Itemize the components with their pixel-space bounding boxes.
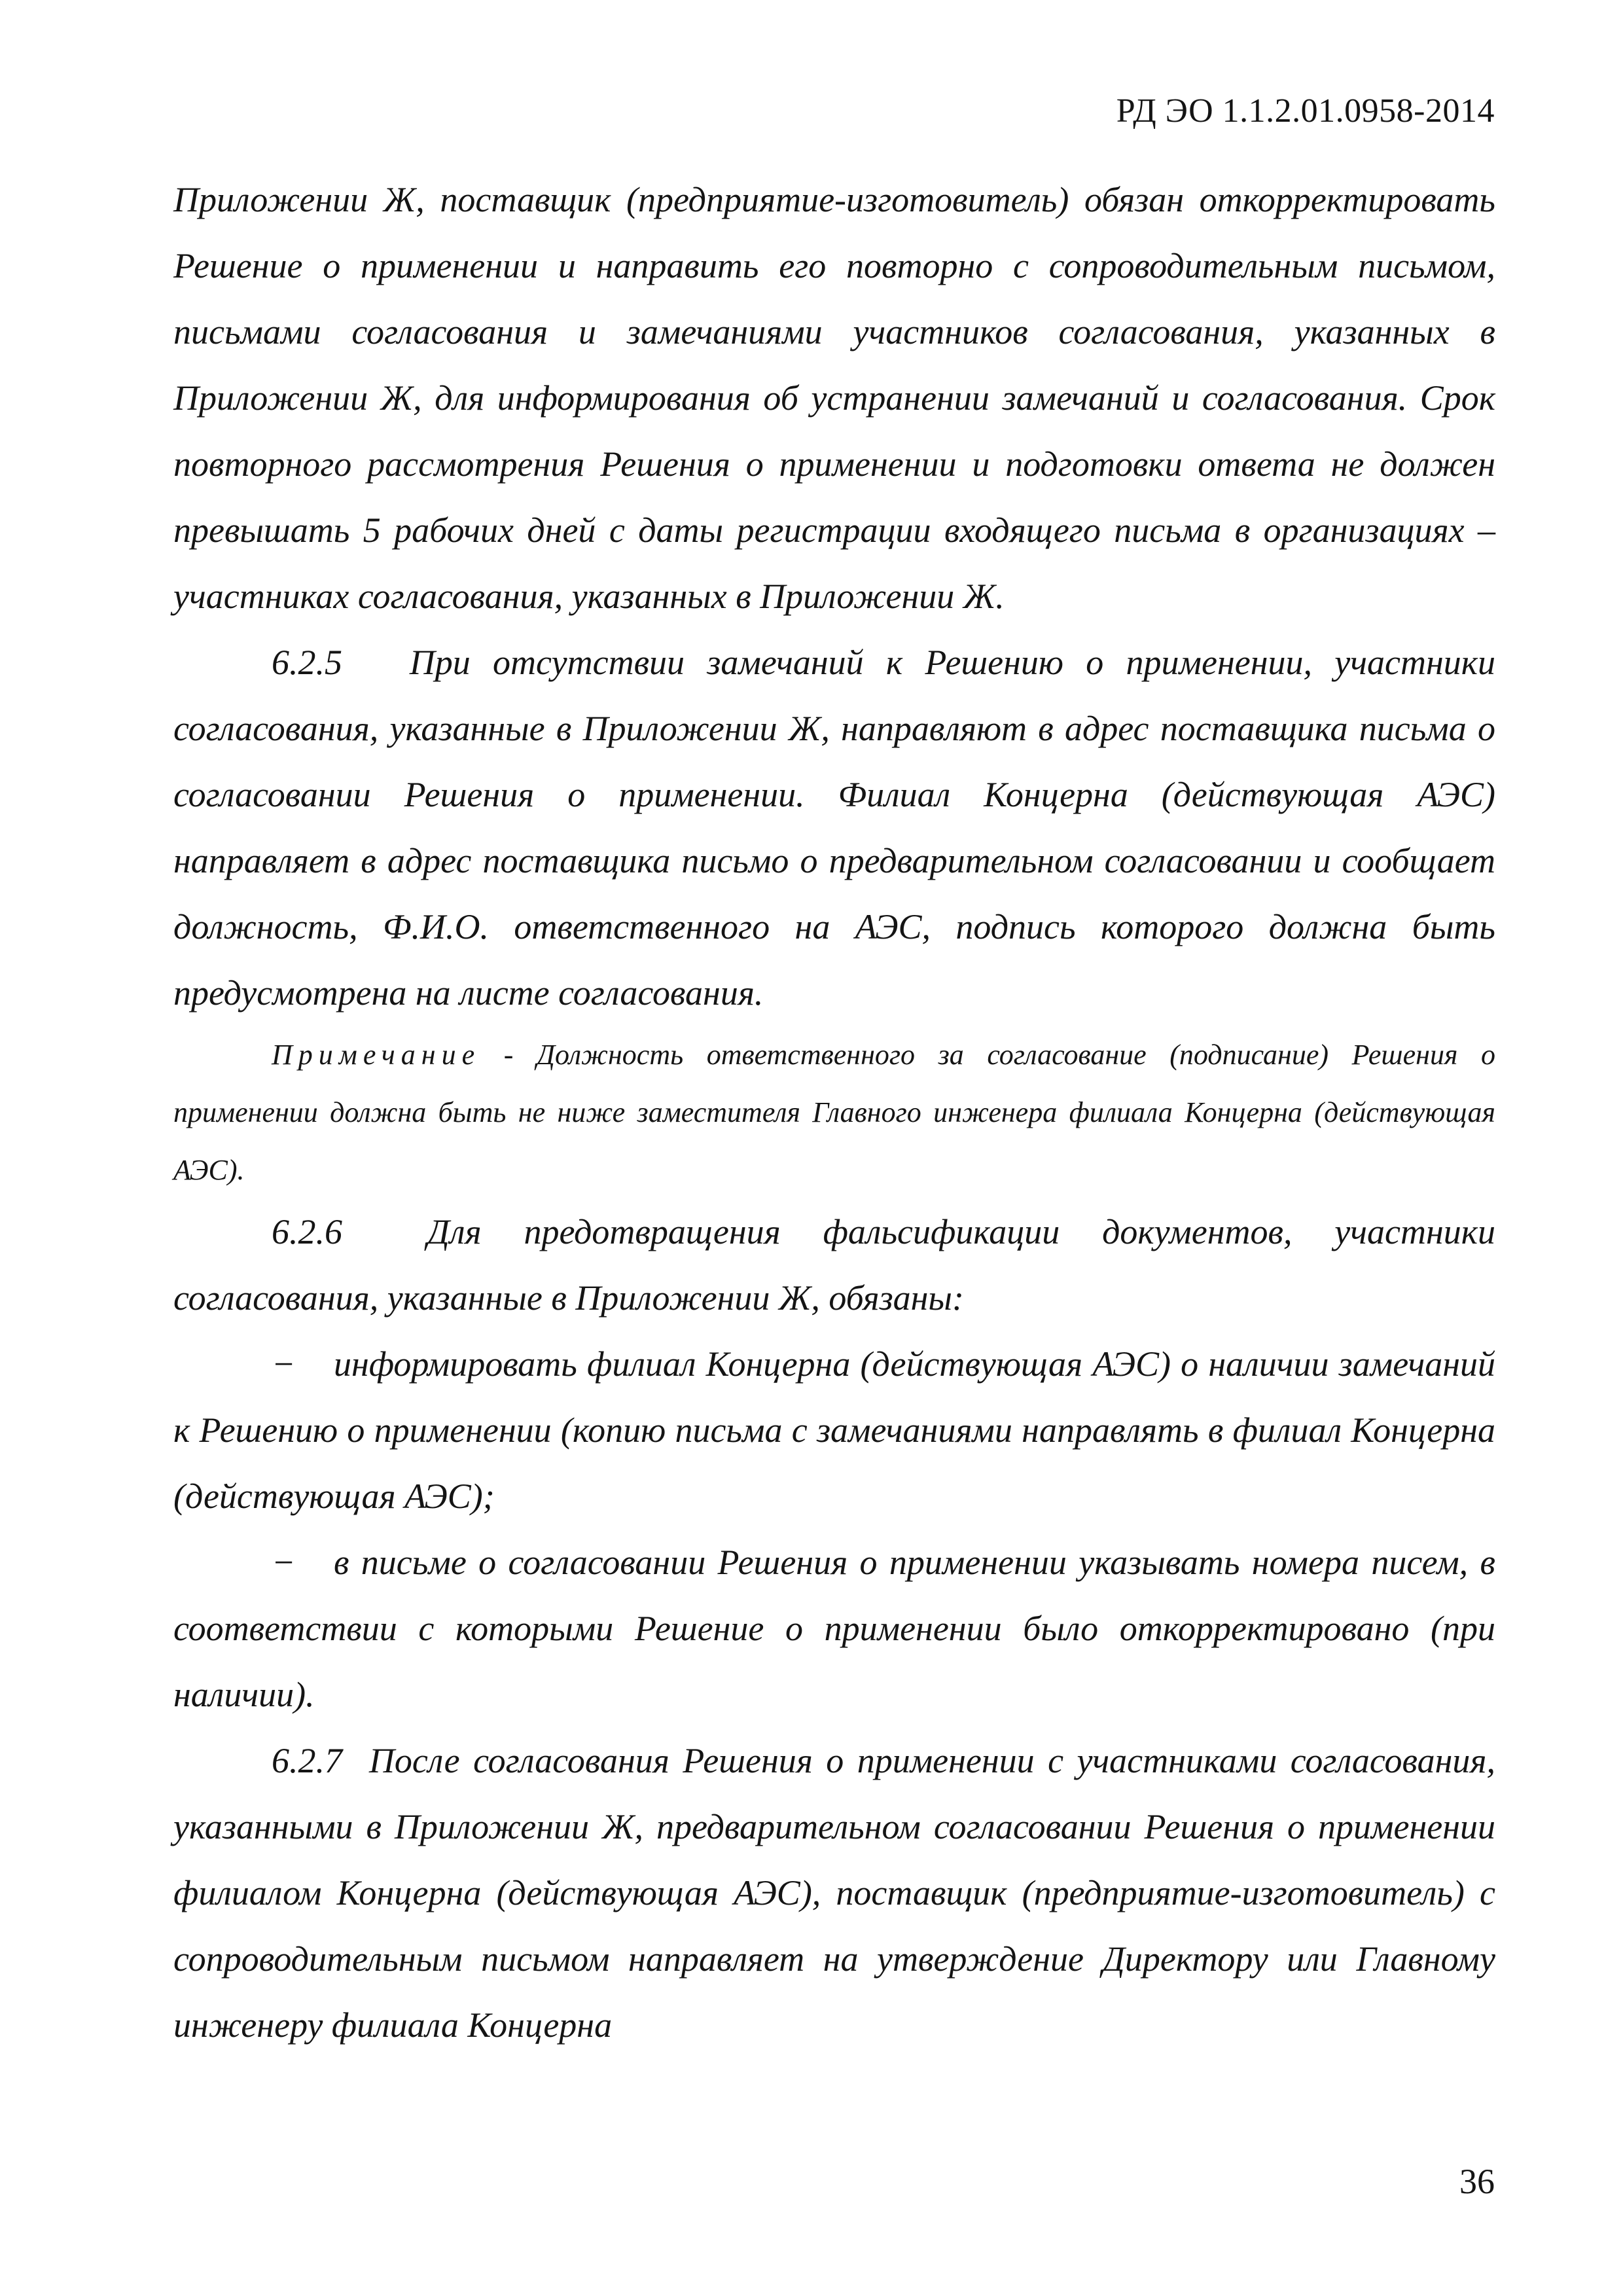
list-item-text: в письме о согласовании Решения о применении указывать номера писем, в соответствии с которыми Решение о применении было откорректировано (при наличии). (173, 1543, 1495, 1714)
clause-text: После согласования Решения о применении с участниками согласования, указанными в Приложении Ж, предварительном согласовании Решения о применении филиалом Концерна (действующая АЭС), поставщик (предприятие-изготовитель) с сопроводительным письмом направляет на утверждение Директору или Главному инженеру филиала Концерна (173, 1741, 1495, 2045)
paragraph-continuation: Приложении Ж, поставщик (предприятие-изготовитель) обязан откорректировать Решение о применении и направить его повторно с сопроводительным письмом, письмами согласования и замечаниями участников согласования, указанных в Приложении Ж, для информирования об устранении замечаний и согласования. Срок повторного рассмотрения Решения о применении и подготовки ответа не должен превышать 5 рабочих дней с даты регистрации входящего письма в организациях – участниках согласования, указанных в Приложении Ж. (173, 180, 1495, 616)
list-item (173, 1530, 1495, 1728)
clause-number: 6.2.7 (272, 1741, 342, 1780)
dash-marker: − (272, 1344, 296, 1384)
document-code: РД ЭО 1.1.2.01.0958-2014 (1116, 92, 1495, 130)
list-item-text: информировать филиал Концерна (действующая АЭС) о наличии замечаний к Решению о применении (копию письма с замечаниями направлять в филиал Концерна (действующая АЭС); (173, 1344, 1495, 1516)
paragraph-6-2-6 (173, 1199, 1495, 1331)
clause-number: 6.2.6 (272, 1212, 342, 1251)
paragraph-6-2-5 (173, 630, 1495, 1026)
note-text: - Должность ответственного за согласование (подписание) Решения о применении должна быть не ниже заместителя Главного инженера филиала Концерна (действующая АЭС). (173, 1039, 1495, 1186)
dash-marker: − (272, 1543, 296, 1582)
list-item (173, 1331, 1495, 1530)
document-body (173, 167, 1495, 2058)
clause-number: 6.2.5 (272, 643, 342, 682)
page-number: 36 (1459, 2162, 1495, 2201)
clause-text: Для предотвращения фальсификации документов, участники согласования, указанные в Приложении Ж, обязаны: (173, 1212, 1495, 1318)
note-label: Примечание (272, 1039, 481, 1071)
paragraph-6-2-7 (173, 1728, 1495, 2058)
clause-text: При отсутствии замечаний к Решению о применении, участники согласования, указанные в Приложении Ж, направляют в адрес поставщика письма о согласовании Решения о применении. Филиал Концерна (действующая АЭС) направляет в адрес поставщика письмо о предварительном согласовании и сообщает должность, Ф.И.О. ответственного на АЭС, подпись которого должна быть предусмотрена на листе согласования. (173, 643, 1496, 1013)
note (173, 1026, 1495, 1199)
